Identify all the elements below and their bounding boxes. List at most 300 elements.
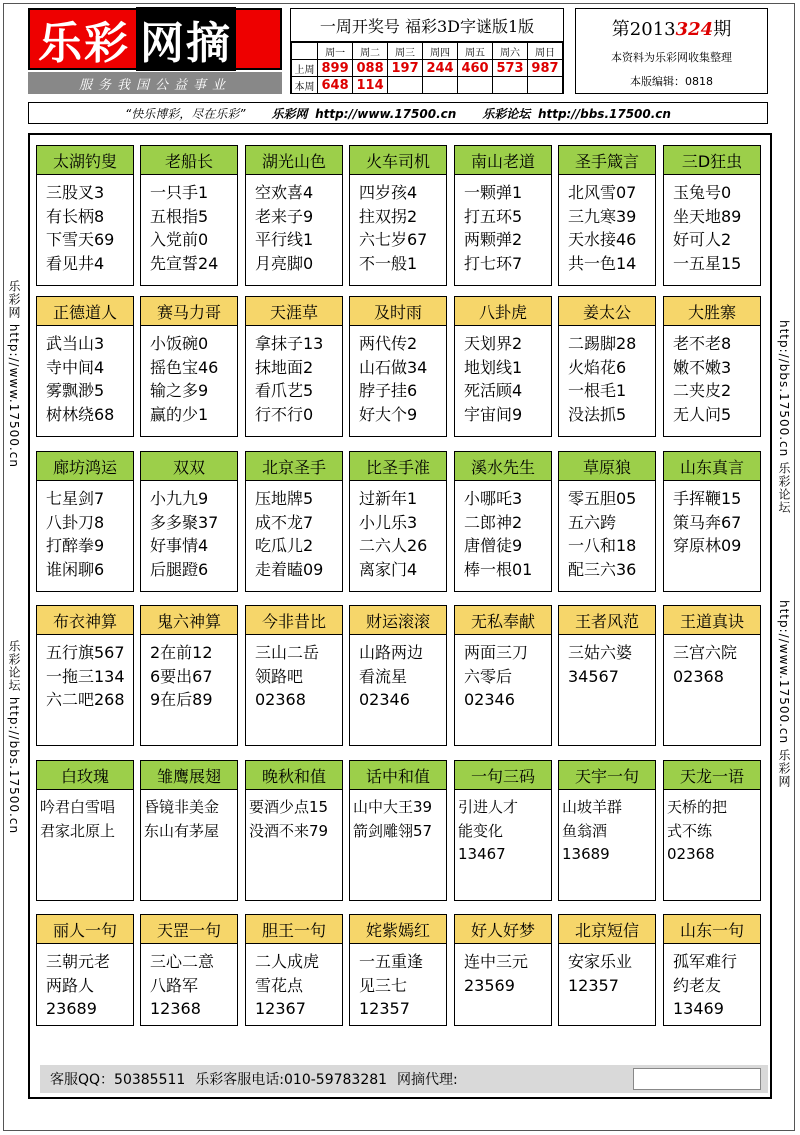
card-title: 山东一句: [664, 915, 760, 944]
card-line: 北风雪07: [568, 183, 637, 202]
card-line: 二郎神2: [464, 512, 523, 532]
card-body: [246, 635, 342, 712]
card-line: 老来子9: [255, 206, 314, 226]
card-line: 没酒不来79: [249, 821, 329, 840]
weekday-label: 周六: [493, 43, 528, 60]
card-line: 抹地面2: [255, 357, 314, 377]
editor: 本版编辑：0818: [630, 75, 713, 88]
card-title: 话中和值: [350, 761, 446, 790]
card-body: [141, 326, 237, 426]
card-line: 2在前12: [150, 643, 213, 662]
puzzle-card: [36, 145, 134, 286]
card-body: [246, 481, 342, 581]
puzzle-card: [663, 605, 761, 746]
card-line: 能变化: [458, 821, 504, 840]
draw-number: 899: [318, 60, 353, 77]
card-line: 手挥鞭15: [673, 489, 742, 508]
logo-main: 乐彩: [38, 18, 130, 69]
card-title: 财运滚滚: [350, 606, 446, 635]
card-title: 天宇一句: [559, 761, 655, 790]
card-line: 脖子挂6: [359, 381, 418, 400]
card-title: 及时雨: [350, 297, 446, 326]
card-body: [664, 481, 760, 558]
puzzle-card: [663, 760, 761, 901]
card-line: 引进人才: [458, 798, 519, 816]
card-body: [455, 175, 551, 275]
card-line: 寺中间4: [46, 357, 105, 377]
card-title: 正德道人: [37, 297, 133, 326]
card-line: 天桥的把: [667, 798, 728, 816]
puzzle-card: [140, 605, 238, 746]
puzzle-card: [36, 605, 134, 746]
card-title: 晚秋和值: [246, 761, 342, 790]
card-line: 12368: [150, 999, 201, 1018]
card-line: 一五星15: [673, 253, 742, 273]
card-line: 宇宙间9: [464, 404, 523, 424]
puzzle-card: [245, 145, 343, 286]
weekday-label: 周二: [353, 43, 388, 60]
puzzle-card: [558, 760, 656, 901]
draw-number: 088: [353, 60, 388, 77]
card-line: 山中大王39: [353, 798, 433, 816]
card-title: 今非昔比: [246, 606, 342, 635]
card-title: 太湖钓叟: [37, 146, 133, 175]
card-line: 箭剑雕翎57: [353, 821, 433, 840]
puzzle-card: [140, 914, 238, 1026]
card-line: 无人问5: [673, 404, 732, 424]
card-line: 雪花点: [255, 975, 304, 995]
card-line: 八路军: [150, 975, 199, 995]
card-title: 老船长: [141, 146, 237, 175]
puzzle-card: [558, 914, 656, 1026]
card-title: 溪水先生: [455, 452, 551, 481]
card-title: 大胜寨: [664, 297, 760, 326]
forum-link[interactable]: 乐彩论坛 http://bbs.17500.cn: [482, 106, 671, 121]
card-body: [350, 175, 446, 275]
logo-sub: 网摘: [136, 7, 236, 71]
slogan: 服务我国公益事业: [28, 72, 282, 94]
card-title: 三D狂虫: [664, 146, 760, 175]
card-line: 山路两边: [359, 643, 424, 662]
card-title: 南山老道: [455, 146, 551, 175]
card-line: 拄双拐2: [359, 206, 418, 226]
card-line: 五六跨: [568, 512, 617, 532]
puzzle-card: [349, 605, 447, 746]
card-line: 安家乐业: [568, 952, 633, 971]
card-line: 六零后: [464, 666, 513, 686]
puzzle-card: [454, 605, 552, 746]
draw-table: [291, 42, 563, 94]
draw-number: [423, 77, 458, 94]
puzzle-card: [349, 145, 447, 286]
card-line: 平行线1: [255, 230, 314, 249]
card-title: 姹紫嫣红: [350, 915, 446, 944]
card-line: 月亮脚0: [255, 253, 314, 273]
card-line: 见三七: [359, 975, 408, 995]
card-line: 六七岁67: [359, 230, 428, 249]
card-line: 山石做34: [359, 357, 428, 377]
issue-note: 本资料为乐彩网收集整理: [611, 51, 732, 64]
card-body: [350, 635, 446, 712]
card-line: 共一色14: [568, 253, 637, 273]
card-body: [141, 481, 237, 581]
puzzle-card: [140, 451, 238, 592]
card-title: 姜太公: [559, 297, 655, 326]
card-body: [455, 944, 551, 997]
puzzle-card: [140, 145, 238, 286]
card-line: 火焰花6: [568, 357, 627, 377]
card-title: 一句三码: [455, 761, 551, 790]
card-line: 34567: [568, 666, 619, 686]
draw-title: 一周开奖号 福彩3D字谜版1版: [291, 9, 563, 42]
puzzle-card: [454, 296, 552, 437]
card-line: 零五胆05: [568, 489, 637, 508]
draw-number: 573: [493, 60, 528, 77]
site-link[interactable]: 乐彩网 http://www.17500.cn: [271, 106, 457, 121]
card-body: [246, 175, 342, 275]
card-title: 圣手箴言: [559, 146, 655, 175]
last-week-label: 上周: [292, 60, 318, 77]
puzzle-card: [245, 914, 343, 1026]
card-line: 天划界2: [464, 334, 523, 353]
card-line: 老不老8: [673, 334, 732, 353]
card-line: 要酒少点15: [249, 798, 329, 816]
puzzle-card: [663, 296, 761, 437]
card-title: 比圣手准: [350, 452, 446, 481]
card-body: [141, 635, 237, 712]
card-line: 君家北原上: [40, 821, 116, 840]
puzzle-card: [454, 145, 552, 286]
card-line: 压地牌5: [255, 489, 314, 508]
card-body: [559, 175, 655, 275]
card-line: 打五环5: [464, 206, 523, 226]
card-body: [559, 790, 655, 867]
card-line: 13469: [673, 999, 724, 1018]
card-body: [455, 326, 551, 426]
card-line: 小饭碗0: [150, 334, 209, 353]
weekday-label: 周三: [388, 43, 423, 60]
card-line: 二夹皮2: [673, 381, 732, 400]
card-line: 成不龙7: [255, 512, 314, 532]
puzzle-card: [349, 296, 447, 437]
card-line: 13467: [458, 845, 506, 863]
puzzle-card: [140, 760, 238, 901]
card-line: 02346: [359, 690, 410, 709]
tagline: [28, 102, 768, 124]
card-line: 五行旗567: [46, 643, 125, 662]
footer-qq: 客服QQ：50385511: [50, 1072, 186, 1088]
card-line: 看流星: [359, 666, 408, 686]
card-line: 没法抓5: [568, 404, 627, 424]
draw-number: [458, 77, 493, 94]
card-body: [37, 944, 133, 1021]
card-line: 下雪天69: [46, 230, 115, 249]
issue-number: 第2013324期: [611, 19, 732, 40]
puzzle-card: [349, 914, 447, 1026]
card-body: [559, 944, 655, 997]
puzzle-card: [663, 145, 761, 286]
card-line: 打七环7: [464, 253, 523, 273]
card-line: 六二吧268: [46, 690, 125, 709]
puzzle-card: [140, 296, 238, 437]
card-body: [455, 790, 551, 867]
card-title: 赛马力哥: [141, 297, 237, 326]
agent-blank: [633, 1068, 761, 1090]
card-title: 布衣神算: [37, 606, 133, 635]
weekday-label: 周五: [458, 43, 493, 60]
card-line: 三九寒39: [568, 206, 637, 226]
card-line: 好大个9: [359, 404, 418, 424]
logo: [28, 8, 282, 70]
card-line: 02346: [464, 690, 515, 709]
puzzle-card: [245, 760, 343, 901]
card-title: 天龙一语: [664, 761, 760, 790]
card-line: 连中三元: [464, 952, 529, 971]
puzzle-card: [36, 451, 134, 592]
this-week-label: 本周: [292, 77, 318, 94]
card-line: 9在后89: [150, 690, 213, 709]
card-line: 打醉拳9: [46, 536, 105, 555]
card-body: [664, 944, 760, 1021]
card-line: 吃瓜儿2: [255, 536, 314, 555]
card-line: 坐天地89: [673, 206, 742, 226]
side-text-left-top: 乐彩网 http://www.17500.cn: [7, 280, 21, 468]
card-line: 一五重逢: [359, 952, 424, 971]
card-line: 一拖三134: [46, 666, 125, 686]
card-body: [246, 944, 342, 1021]
card-line: 23689: [46, 999, 97, 1018]
card-body: [455, 481, 551, 581]
puzzle-card: [558, 451, 656, 592]
side-text-right-bottom: http://www.17500.cn 乐彩网: [777, 600, 791, 788]
card-title: 胆王一句: [246, 915, 342, 944]
card-line: 鱼翁酒: [562, 821, 608, 840]
card-line: 不一般1: [359, 253, 418, 273]
card-line: 空欢喜4: [255, 183, 314, 202]
card-line: 三心二意: [150, 952, 215, 971]
card-line: 赢的少1: [150, 404, 209, 424]
card-line: 二人成虎: [255, 952, 320, 971]
card-title: 山东真言: [664, 452, 760, 481]
card-line: 玉兔号0: [673, 183, 732, 202]
card-line: 武当山3: [46, 334, 105, 353]
card-line: 好事情4: [150, 536, 209, 555]
card-line: 吟君白雪唱: [40, 798, 116, 816]
card-title: 火车司机: [350, 146, 446, 175]
card-line: 入党前0: [150, 230, 209, 249]
card-line: 四岁孩4: [359, 183, 418, 202]
card-title: 廊坊鸿运: [37, 452, 133, 481]
card-line: 一颗弹1: [464, 183, 523, 202]
tagline-quote: “快乐博彩，尽在乐彩”: [125, 106, 246, 121]
card-line: 一根毛1: [568, 381, 627, 400]
draw-number: 244: [423, 60, 458, 77]
weekday-row: [292, 43, 563, 60]
card-line: 后腿蹬6: [150, 559, 209, 579]
card-line: 唐僧徒9: [464, 536, 523, 555]
card-title: 北京圣手: [246, 452, 342, 481]
puzzle-card: [349, 760, 447, 901]
card-body: [350, 326, 446, 426]
card-line: 两路人: [46, 975, 95, 995]
card-line: 约老友: [673, 975, 722, 995]
puzzle-card: [558, 296, 656, 437]
card-line: 6要出67: [150, 666, 213, 686]
card-line: 先宣誓24: [150, 253, 219, 273]
card-line: 12357: [359, 999, 410, 1018]
card-line: 02368: [673, 666, 724, 686]
draw-number: 197: [388, 60, 423, 77]
draw-number: 987: [528, 60, 563, 77]
card-body: [37, 635, 133, 712]
puzzle-card: [663, 451, 761, 592]
card-line: 山坡羊群: [562, 798, 623, 816]
card-title: 无私奉献: [455, 606, 551, 635]
card-line: 走着瞌09: [255, 559, 324, 579]
card-line: 一八和18: [568, 536, 637, 555]
puzzle-card: [245, 451, 343, 592]
card-line: 离家门4: [359, 559, 418, 579]
card-line: 二六人26: [359, 536, 428, 555]
card-line: 三宫六院: [673, 643, 738, 662]
puzzle-card: [349, 451, 447, 592]
puzzle-card: [558, 605, 656, 746]
this-week-row: [292, 77, 563, 94]
card-line: 12367: [255, 999, 306, 1018]
card-line: 配三六36: [568, 559, 637, 579]
card-body: [664, 790, 760, 867]
card-body: [559, 326, 655, 426]
card-body: [37, 790, 133, 843]
weekday-label: 周日: [528, 43, 563, 60]
card-line: 树林绕68: [46, 404, 115, 424]
card-body: [559, 635, 655, 688]
card-line: 五根指5: [150, 206, 209, 226]
card-line: 八卦刀8: [46, 512, 105, 532]
card-line: 三姑六婆: [568, 643, 633, 662]
card-line: 小儿乐3: [359, 512, 418, 532]
card-line: 23569: [464, 975, 515, 995]
puzzle-card: [663, 914, 761, 1026]
card-title: 白玫瑰: [37, 761, 133, 790]
card-body: [141, 790, 237, 843]
card-line: 两面三刀: [464, 643, 529, 662]
draw-results-box: [290, 8, 564, 94]
card-line: 小九九9: [150, 489, 209, 508]
card-body: [350, 944, 446, 1021]
draw-number: [528, 77, 563, 94]
card-line: 东山有茅屋: [144, 821, 220, 840]
card-body: [455, 635, 551, 712]
draw-number: [388, 77, 423, 94]
card-title: 好人好梦: [455, 915, 551, 944]
puzzle-card: [454, 451, 552, 592]
card-line: 孤军难行: [673, 952, 738, 971]
card-line: 策马奔67: [673, 512, 742, 532]
puzzle-card: [36, 914, 134, 1026]
puzzle-card: [245, 605, 343, 746]
card-body: [350, 481, 446, 581]
puzzle-card: [245, 296, 343, 437]
card-line: 输之多9: [150, 381, 209, 400]
card-title: 雏鹰展翅: [141, 761, 237, 790]
footer-agent: 网摘代理:: [397, 1072, 458, 1088]
card-title: 八卦虎: [455, 297, 551, 326]
puzzle-card: [36, 296, 134, 437]
card-title: 双双: [141, 452, 237, 481]
card-body: [141, 944, 237, 1021]
card-body: [246, 790, 342, 843]
card-line: 七星剑7: [46, 489, 105, 508]
card-body: [246, 326, 342, 426]
card-line: 02368: [667, 845, 715, 863]
card-line: 行不行0: [255, 404, 314, 424]
card-title: 王者风范: [559, 606, 655, 635]
card-body: [350, 790, 446, 843]
puzzle-card: [454, 914, 552, 1026]
weekday-label: 周一: [318, 43, 353, 60]
card-line: 看见井4: [46, 253, 105, 273]
card-line: 两代传2: [359, 334, 418, 353]
puzzle-card: [558, 145, 656, 286]
card-line: 两颗弹2: [464, 230, 523, 249]
draw-number: 648: [318, 77, 353, 94]
card-body: [37, 326, 133, 426]
card-body: [37, 175, 133, 275]
card-body: [664, 175, 760, 275]
card-line: 死活顾4: [464, 381, 523, 400]
card-line: 三山二岳: [255, 643, 320, 662]
card-line: 三股叉3: [46, 183, 105, 202]
card-title: 草原狼: [559, 452, 655, 481]
card-line: 摇色宝46: [150, 357, 219, 377]
draw-number: 460: [458, 60, 493, 77]
card-title: 丽人一句: [37, 915, 133, 944]
card-line: 好可人2: [673, 230, 732, 249]
card-line: 地划线1: [464, 357, 523, 377]
card-line: 多多聚37: [150, 512, 219, 532]
weekday-label: 周四: [423, 43, 458, 60]
card-line: 天水接46: [568, 230, 637, 249]
card-line: 领路吧: [255, 666, 304, 686]
card-line: 式不练: [667, 821, 713, 840]
card-body: [664, 326, 760, 426]
card-title: 天罡一句: [141, 915, 237, 944]
card-body: [664, 635, 760, 688]
card-title: 天涯草: [246, 297, 342, 326]
draw-number: [493, 77, 528, 94]
card-line: 谁闲聊6: [46, 559, 105, 579]
card-line: 一只手1: [150, 183, 209, 202]
card-line: 小哪吒3: [464, 489, 523, 508]
card-body: [141, 175, 237, 275]
card-body: [559, 481, 655, 581]
card-title: 王道真诀: [664, 606, 760, 635]
card-line: 看爪艺5: [255, 381, 314, 400]
card-title: 北京短信: [559, 915, 655, 944]
puzzle-card: [36, 760, 134, 901]
card-title: 鬼六神算: [141, 606, 237, 635]
side-text-left-bottom: 乐彩论坛 http://bbs.17500.cn: [7, 640, 21, 835]
card-line: 02368: [255, 690, 306, 709]
card-line: 嫩不嫩3: [673, 357, 732, 377]
issue-box: [575, 8, 768, 94]
card-line: 12357: [568, 975, 619, 995]
side-text-right-top: http://bbs.17500.cn 乐彩论坛: [777, 320, 791, 515]
draw-number: 114: [353, 77, 388, 94]
puzzle-card: [454, 760, 552, 901]
card-line: 三朝元老: [46, 952, 111, 971]
